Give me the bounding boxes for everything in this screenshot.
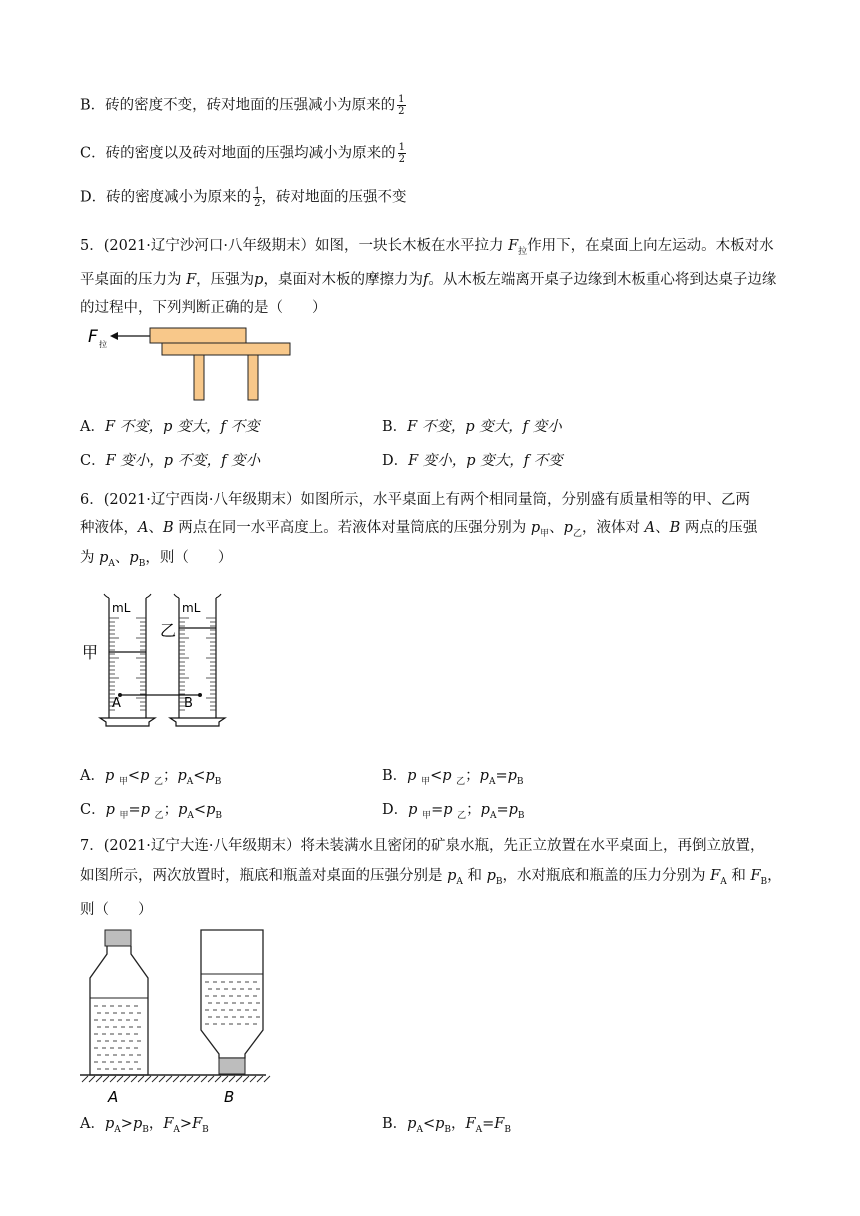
q5-option-b: B．F 不变，p 变大，f 变小 (382, 419, 562, 435)
q6-figure-graduated-cylinders (80, 588, 240, 738)
q6-stem-line-2: 种液体，A、B 两点在同一水平高度上。若液体对量筒底的压强分别为 $p_甲$、$p_乙$，液体对 A、B 两点的压强 (80, 520, 758, 539)
hatch-mark (215, 1076, 221, 1082)
q7-figure-bottles (80, 926, 270, 1106)
q7-option-a: A．$p_A>p_B$，$F_A>F_B$ (80, 1116, 209, 1135)
q5-option-d: D．F 变小，p 变大，f 不变 (382, 453, 563, 469)
hatch-mark (138, 1076, 144, 1082)
q4-option-d: D．砖的密度减小为原来的 $\frac{1}{2}$ ，砖对地面的压强不变 (80, 186, 407, 209)
hatch-mark (110, 1076, 116, 1082)
hatch-mark (131, 1076, 137, 1082)
hatch-mark (243, 1076, 249, 1082)
label-a: A (112, 696, 121, 711)
fraction-one-half: $\frac{1}{2}$ (398, 94, 405, 117)
ml-label-2: mL (182, 601, 201, 615)
label-yi: 乙 (160, 621, 177, 640)
hatch-mark (194, 1076, 200, 1082)
table-top (162, 343, 290, 355)
hatch-mark (180, 1076, 186, 1082)
hatch-mark (208, 1076, 214, 1082)
hatch-mark (173, 1076, 179, 1082)
hatch-mark (201, 1076, 207, 1082)
hatch-mark (96, 1076, 102, 1082)
label-b: B (224, 1088, 235, 1106)
q6-option-b: B．p $_甲$<p $_乙$；$p_A=p_B$ (382, 768, 524, 787)
hatch-mark (124, 1076, 130, 1082)
hatch-mark (145, 1076, 151, 1082)
q7-stem-line-1: 7．(2021·辽宁大连·八年级期末）将未装满水且密闭的矿泉水瓶，先正立放置在水平桌面上，再倒立放置， (80, 838, 765, 854)
q5-figure-board-on-table (80, 318, 310, 408)
q6-stem-line-3: 为 $p_A$、$p_B$，则（ ） (80, 550, 233, 569)
hatch-mark (236, 1076, 242, 1082)
q6-option-a: A．p $_甲$<p $_乙$；$p_A<p_B$ (80, 768, 222, 787)
hatch-mark (152, 1076, 158, 1082)
bottle-inverted (201, 930, 263, 1074)
q6-option-c: C．p $_甲$=p $_乙$；$p_A<p_B$ (80, 802, 222, 821)
label-a: A (108, 1088, 119, 1106)
fraction-one-half: $\frac{1}{2}$ (254, 186, 261, 209)
hatch-mark (187, 1076, 193, 1082)
q6-stem-line-1: 6．(2021·辽宁西岗·八年级期末）如图所示，水平桌面上有两个相同量筒，分别盛有质量相等的甲、乙两 (80, 492, 750, 508)
q4-option-b: B．砖的密度不变，砖对地面的压强减小为原来的 $\frac{1}{2}$ (80, 94, 405, 117)
hatch-mark (89, 1076, 95, 1082)
hatch-mark (82, 1076, 88, 1082)
hatch-mark (103, 1076, 109, 1082)
force-arrow-head (110, 332, 118, 340)
table-leg-left (194, 355, 204, 400)
q4-option-c: C．砖的密度以及砖对地面的压强均减小为原来的 $\frac{1}{2}$ (80, 142, 405, 165)
hatch-mark (257, 1076, 263, 1082)
label-jia: 甲 (82, 643, 99, 662)
hatch-mark (166, 1076, 172, 1082)
hatch-mark (222, 1076, 228, 1082)
force-label-sub: 拉 (99, 340, 107, 349)
q7-stem-line-2: 如图所示，两次放置时，瓶底和瓶盖对桌面的压强分别是 $p_A$ 和 $p_B$，水对瓶底和瓶盖的压力分别为 $F_A$ 和 $F_B$， (80, 868, 782, 887)
hatch-mark (264, 1076, 270, 1082)
ground-hatch (82, 1076, 270, 1082)
q7-stem-line-3: 则（ ） (80, 902, 153, 918)
hatch-mark (117, 1076, 123, 1082)
table-leg-right (248, 355, 258, 400)
q6-option-d: D．p $_甲$=p $_乙$；$p_A=p_B$ (382, 802, 525, 821)
bottle-upright (90, 930, 148, 1075)
q5-stem: 5．(2021·辽宁沙河口·八年级期末）如图，一块长木板在水平拉力 $F_拉$作用下，在桌面上向左运动。木板对水平桌面的压力为 F，压强为p，桌面对木板的摩擦力为f。从木板左端离开桌子边缘到木板重心将到达桌子边缘的过程中，下列判断正确的是（ ） (80, 238, 777, 316)
hatch-mark (159, 1076, 165, 1082)
hatch-mark (229, 1076, 235, 1082)
hatch-mark (250, 1076, 256, 1082)
force-label: F (88, 327, 98, 347)
wooden-board (150, 328, 246, 343)
q7-option-b: B．$p_A<p_B$，$F_A=F_B$ (382, 1116, 511, 1135)
q5-option-a: A．F 不变，p 变大，f 不变 (80, 419, 260, 435)
label-b: B (184, 696, 193, 711)
point-b (198, 693, 202, 697)
fraction-one-half: $\frac{1}{2}$ (398, 142, 405, 165)
q5-option-c: C．F 变小，p 不变，f 变小 (80, 453, 261, 469)
ml-label-1: mL (112, 601, 131, 615)
